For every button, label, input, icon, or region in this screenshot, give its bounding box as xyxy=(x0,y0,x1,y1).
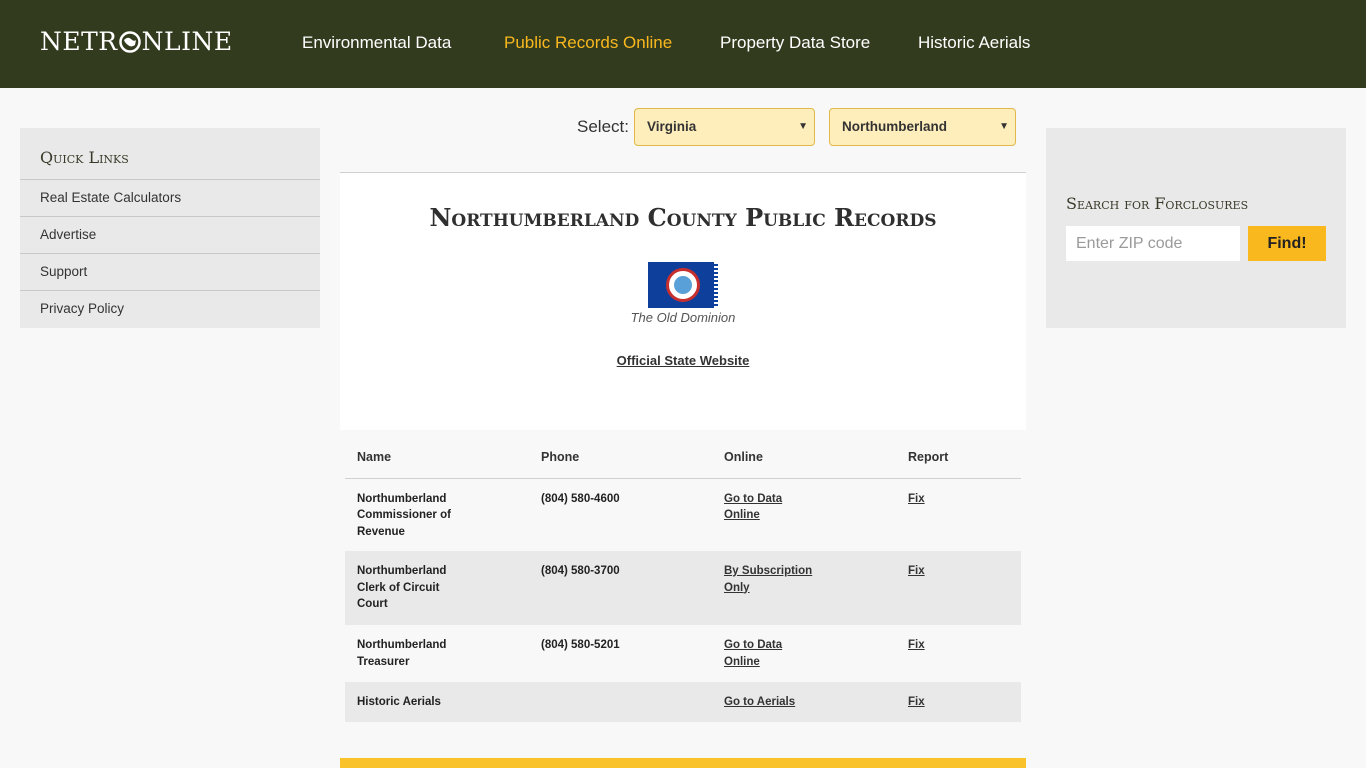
record-online-link[interactable]: By Subscription Only xyxy=(724,565,813,594)
foreclosure-search-panel xyxy=(1046,128,1346,328)
official-state-website-link[interactable]: Official State Website xyxy=(616,353,750,368)
quick-links-list xyxy=(20,179,320,327)
table-row xyxy=(345,478,1021,551)
quick-links-title: Quick Links xyxy=(40,148,129,167)
record-fix-link[interactable]: Fix xyxy=(908,565,925,577)
table-row xyxy=(345,625,1021,682)
nav-public-records-online[interactable]: Public Records Online xyxy=(504,33,673,52)
quick-link-support[interactable]: Support xyxy=(20,253,320,290)
record-phone xyxy=(529,682,712,722)
record-phone: (804) 580-3700 xyxy=(529,551,712,625)
state-motto: The Old Dominion xyxy=(630,310,736,325)
county-select[interactable] xyxy=(829,108,1016,146)
logo-text-left: NETR xyxy=(40,26,118,56)
quick-link-advertise[interactable]: Advertise xyxy=(20,216,320,253)
county-card xyxy=(340,172,1026,430)
record-name: Northumberland Clerk of Circuit Court xyxy=(345,551,529,625)
bottom-banner-bar xyxy=(340,758,1026,768)
record-online-link[interactable]: Go to Aerials xyxy=(724,696,796,708)
record-online-link[interactable]: Go to Data Online xyxy=(724,639,783,668)
logo-text-right: NLINE xyxy=(141,26,233,56)
column-header-phone: Phone xyxy=(529,432,712,478)
record-phone: (804) 580-4600 xyxy=(529,478,712,551)
record-fix-link[interactable]: Fix xyxy=(908,696,925,708)
nav-property-data-store[interactable]: Property Data Store xyxy=(720,33,871,52)
column-header-online: Online xyxy=(712,432,896,478)
netronline-logo[interactable] xyxy=(40,26,233,56)
virginia-flag-icon xyxy=(648,262,718,308)
chevron-down-icon: ▼ xyxy=(798,121,808,132)
table-row xyxy=(345,682,1021,722)
table-header-row xyxy=(345,432,1021,478)
quick-link-real-estate-calculators[interactable]: Real Estate Calculators xyxy=(20,179,320,216)
column-header-name: Name xyxy=(345,432,529,478)
record-name: Northumberland Commissioner of Revenue xyxy=(345,478,529,551)
page-title: Northumberland County Public Records xyxy=(429,203,937,232)
find-button[interactable]: Find! xyxy=(1248,226,1326,261)
zip-code-input[interactable] xyxy=(1066,226,1240,261)
site-header xyxy=(0,0,1366,88)
quick-links-panel xyxy=(20,128,320,328)
globe-icon xyxy=(119,30,141,52)
record-name: Northumberland Treasurer xyxy=(345,625,529,682)
record-name: Historic Aerials xyxy=(345,682,529,722)
state-seal-icon xyxy=(666,268,700,302)
table-row xyxy=(345,551,1021,625)
county-select-value: Northumberland xyxy=(842,119,948,134)
records-table xyxy=(345,432,1021,722)
select-label: Select: xyxy=(577,117,629,136)
record-phone: (804) 580-5201 xyxy=(529,625,712,682)
foreclosure-search-title: Search for Forclosures xyxy=(1066,194,1249,213)
chevron-down-icon: ▼ xyxy=(999,121,1009,132)
record-fix-link[interactable]: Fix xyxy=(908,492,925,505)
quick-link-privacy-policy[interactable]: Privacy Policy xyxy=(20,290,320,327)
state-select-value: Virginia xyxy=(647,119,697,134)
nav-historic-aerials[interactable]: Historic Aerials xyxy=(918,33,1031,52)
nav-environmental-data[interactable]: Environmental Data xyxy=(302,33,452,52)
state-select[interactable] xyxy=(634,108,815,146)
record-fix-link[interactable]: Fix xyxy=(908,639,925,651)
column-header-report: Report xyxy=(896,432,1021,478)
record-online-link[interactable]: Go to Data Online xyxy=(724,492,783,521)
